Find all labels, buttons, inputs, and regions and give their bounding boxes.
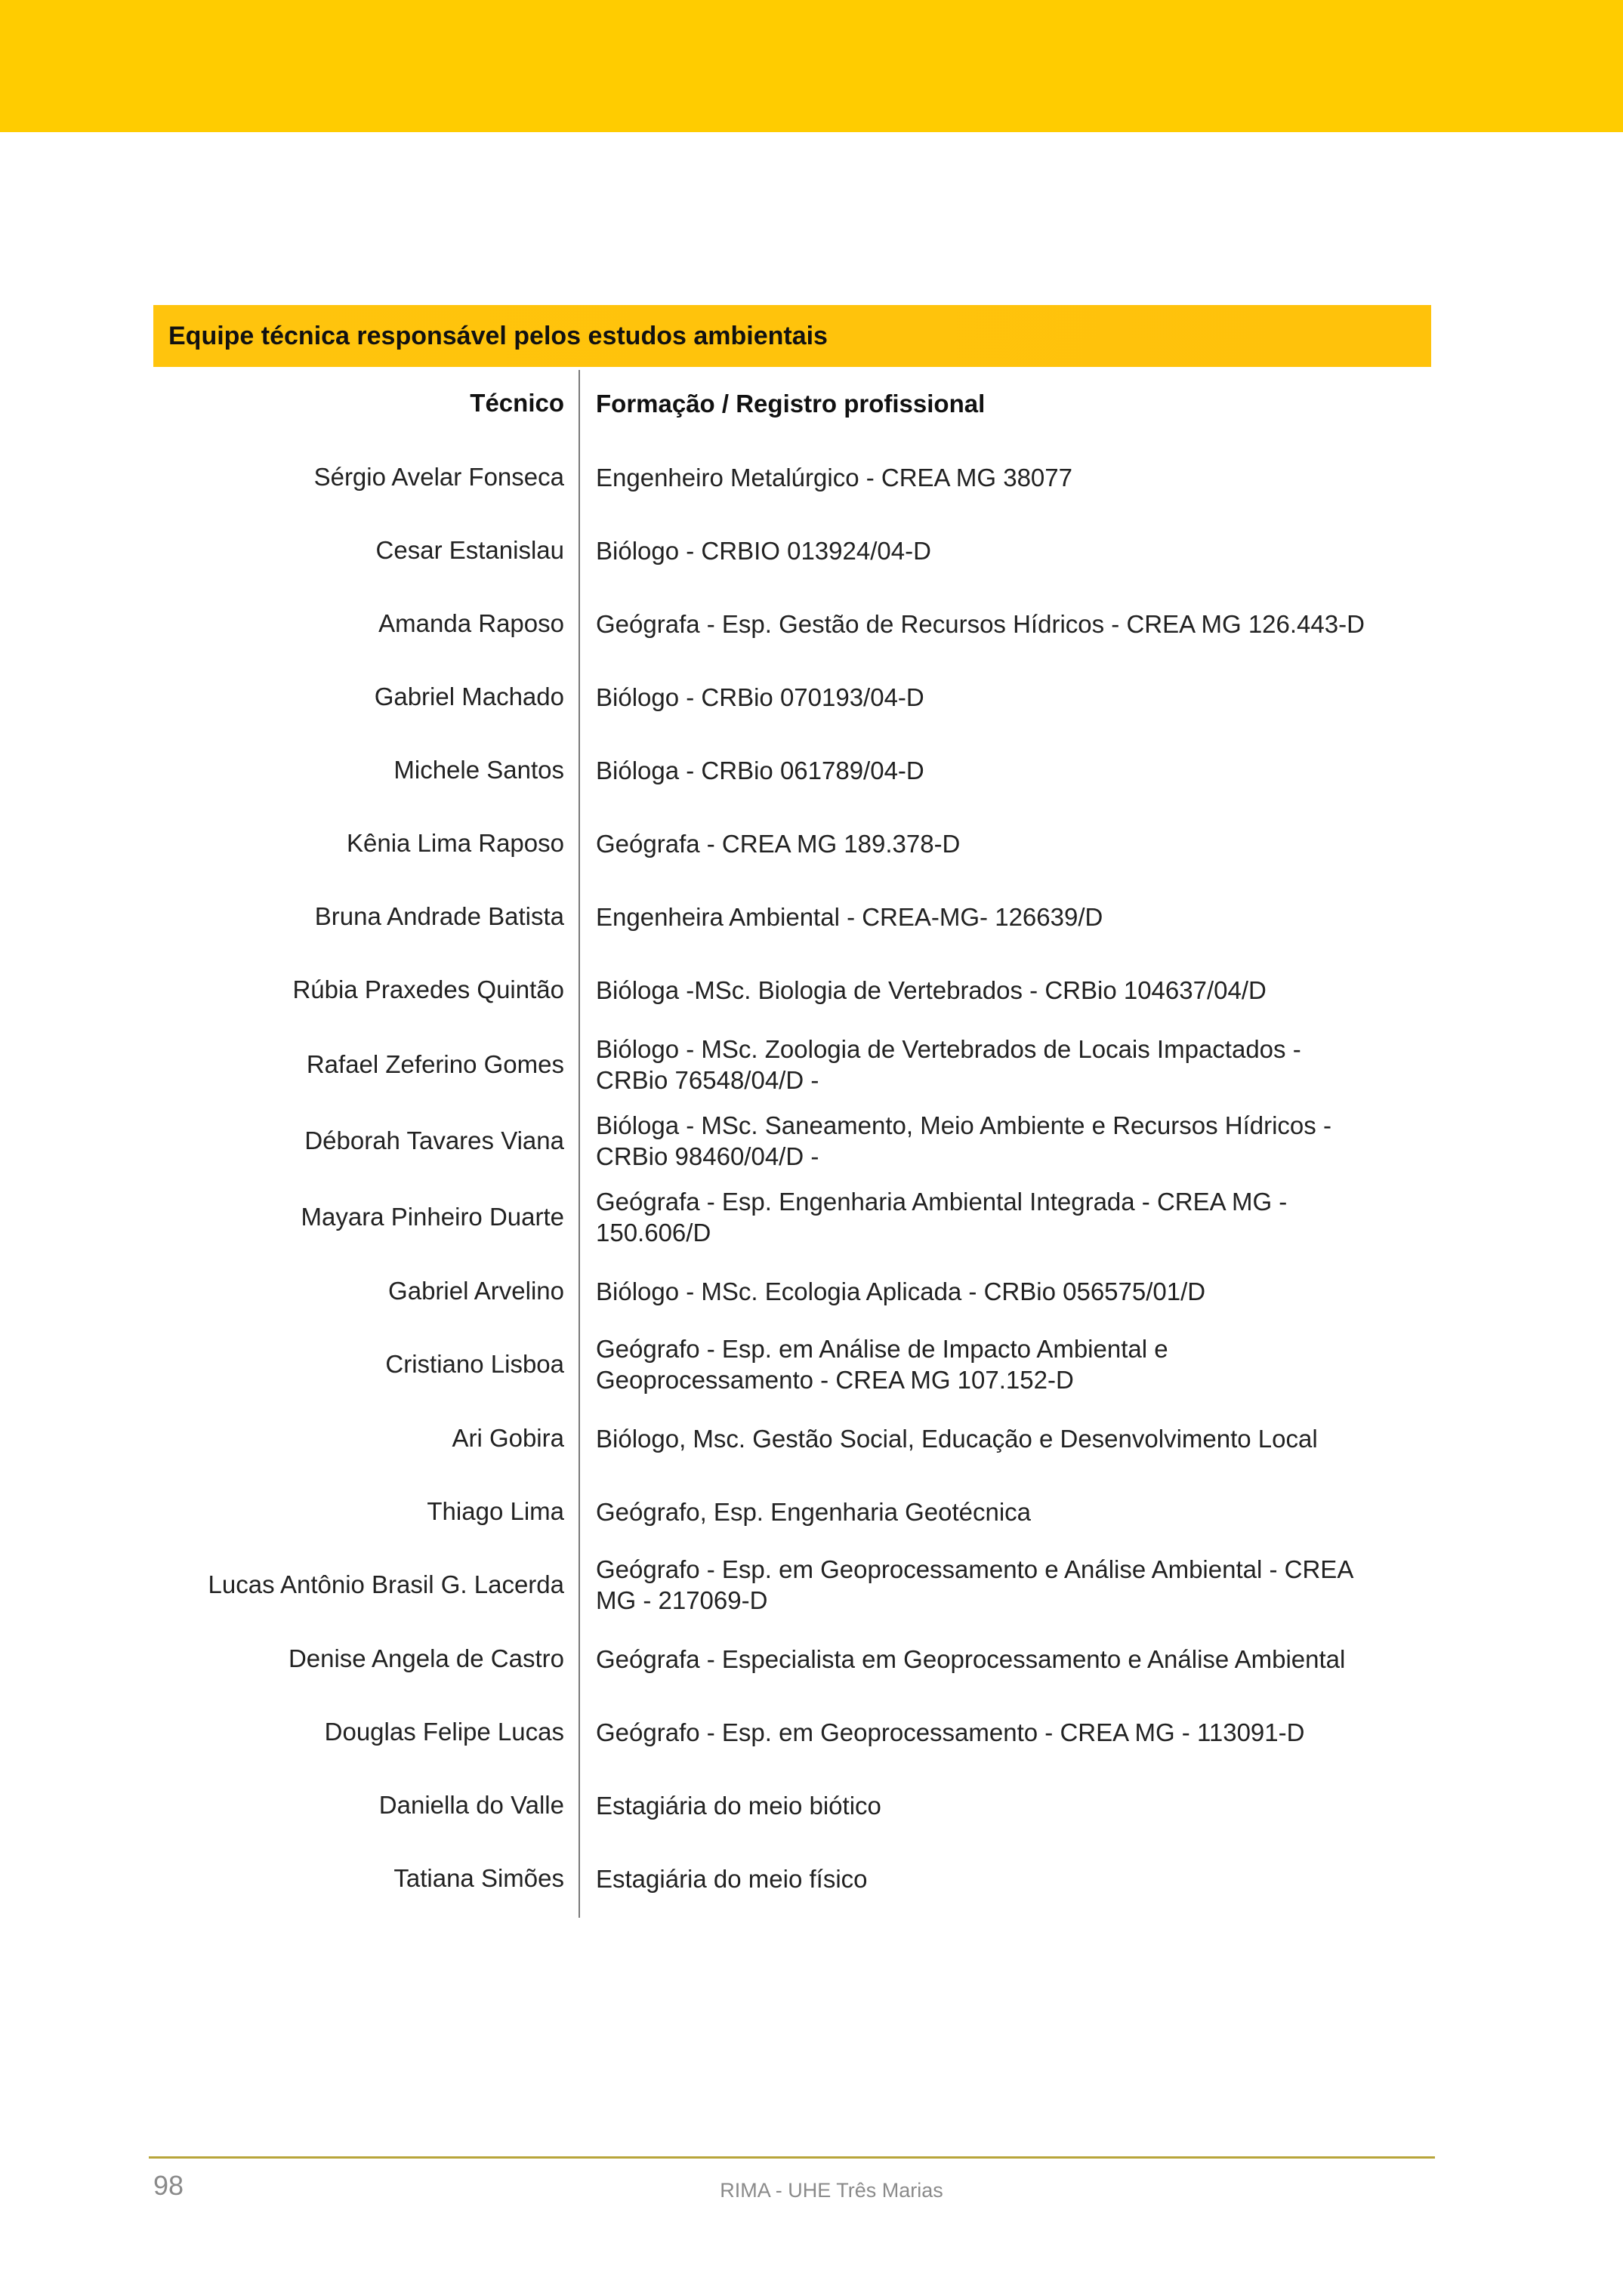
tecnico-name: Amanda Raposo	[378, 609, 564, 637]
formacao-text: Engenheiro Metalúrgico - CREA MG 38077	[596, 463, 1072, 492]
formacao-text: Geógrafa - Esp. Gestão de Recursos Hídricos - CREA MG 126.443-D	[596, 609, 1365, 638]
formacao-text: Biólogo, Msc. Gestão Social, Educação e Desenvolvimento Local	[596, 1424, 1318, 1453]
table-row	[153, 898, 1431, 935]
table-row	[153, 1031, 1431, 1098]
page-number: 98	[153, 2170, 184, 2201]
column-header-tecnico: Técnico	[470, 389, 564, 417]
formacao-line: Geógrafa - Esp. Engenharia Ambiental Integrada - CREA MG -	[596, 1188, 1288, 1216]
tecnico-name: Michele Santos	[393, 756, 564, 784]
table-row	[153, 971, 1431, 1009]
formacao-text	[596, 1110, 1427, 1172]
formacao-text: Biólogo - CRBio 070193/04-D	[596, 683, 924, 711]
formacao-line: CRBio 98460/04/D -	[596, 1142, 819, 1170]
tecnico-name: Denise Angela de Castro	[288, 1644, 564, 1672]
tecnico-name: Bruna Andrade Batista	[314, 902, 564, 930]
tecnico-name: Douglas Felipe Lucas	[324, 1718, 564, 1746]
footer-document-title: RIMA - UHE Três Marias	[720, 2179, 943, 2202]
table-row	[153, 1786, 1431, 1824]
formacao-text	[596, 1554, 1427, 1616]
formacao-text: Bióloga -MSc. Biologia de Vertebrados - CRBio 104637/04/D	[596, 975, 1267, 1004]
table-row	[153, 1331, 1431, 1398]
tecnico-name: Rúbia Praxedes Quintão	[292, 975, 564, 1003]
table-title: Equipe técnica responsável pelos estudos ambientais	[168, 321, 828, 350]
tecnico-name: Cristiano Lisboa	[385, 1350, 564, 1378]
tecnico-name: Ari Gobira	[452, 1424, 564, 1452]
table-row	[153, 1419, 1431, 1457]
column-header-row	[153, 384, 1431, 422]
formacao-text: Geógrafa - CREA MG 189.378-D	[596, 829, 961, 858]
formacao-text: Biólogo - MSc. Ecologia Aplicada - CRBio 056575/01/D	[596, 1277, 1206, 1305]
tecnico-name: Déborah Tavares Viana	[304, 1126, 564, 1154]
formacao-text	[596, 1186, 1427, 1248]
table-row	[153, 532, 1431, 569]
tecnico-name: Daniella do Valle	[378, 1791, 564, 1819]
tecnico-name: Mayara Pinheiro Duarte	[301, 1203, 564, 1231]
table-row	[153, 1640, 1431, 1678]
formacao-text: Estagiária do meio biótico	[596, 1791, 881, 1820]
tecnico-name: Tatiana Simões	[393, 1864, 564, 1892]
footer-rule	[149, 2156, 1435, 2159]
tecnico-name: Thiago Lima	[427, 1497, 564, 1525]
table-row	[153, 824, 1431, 862]
tecnico-name: Gabriel Machado	[374, 683, 564, 710]
table-row	[153, 751, 1431, 789]
table-row	[153, 1713, 1431, 1751]
tecnico-name: Cesar Estanislau	[375, 536, 564, 564]
formacao-line: Geógrafo - Esp. em Análise de Impacto Ambiental e	[596, 1335, 1168, 1363]
formacao-text: Geógrafo - Esp. em Geoprocessamento - CREA MG - 113091-D	[596, 1718, 1305, 1746]
formacao-line: Geoprocessamento - CREA MG 107.152-D	[596, 1366, 1074, 1394]
tecnico-name: Lucas Antônio Brasil G. Lacerda	[208, 1570, 564, 1598]
formacao-line: Bióloga - MSc. Saneamento, Meio Ambiente e Recursos Hídricos -	[596, 1111, 1331, 1139]
formacao-text	[596, 1034, 1427, 1096]
formacao-line: Biólogo - MSc. Zoologia de Vertebrados de Locais Impactados -	[596, 1035, 1301, 1063]
table-row	[153, 1493, 1431, 1530]
table-row	[153, 605, 1431, 643]
table-row	[153, 1184, 1431, 1250]
table-row	[153, 1272, 1431, 1310]
formacao-line: 150.606/D	[596, 1219, 711, 1247]
formacao-text: Bióloga - CRBio 061789/04-D	[596, 756, 924, 784]
formacao-text	[596, 1333, 1427, 1395]
formacao-text: Geógrafa - Especialista em Geoprocessamento e Análise Ambiental	[596, 1644, 1346, 1673]
table-row	[153, 678, 1431, 716]
tecnico-name: Rafael Zeferino Gomes	[306, 1050, 564, 1078]
formacao-text: Estagiária do meio físico	[596, 1864, 868, 1893]
tecnico-name: Gabriel Arvelino	[388, 1277, 564, 1305]
table-row	[153, 1552, 1431, 1618]
table-title-bar	[153, 305, 1431, 367]
formacao-text: Biólogo - CRBIO 013924/04-D	[596, 536, 931, 565]
table-row	[153, 1860, 1431, 1897]
table-row	[153, 1108, 1431, 1174]
table-row	[153, 458, 1431, 496]
tecnico-name: Kênia Lima Raposo	[346, 829, 564, 857]
top-color-band	[0, 0, 1623, 132]
column-header-formacao: Formação / Registro profissional	[596, 389, 986, 418]
formacao-line: CRBio 76548/04/D -	[596, 1066, 819, 1094]
formacao-text: Geógrafo, Esp. Engenharia Geotécnica	[596, 1497, 1032, 1526]
formacao-line: Geógrafo - Esp. em Geoprocessamento e Análise Ambiental - CREA	[596, 1555, 1354, 1583]
formacao-text: Engenheira Ambiental - CREA-MG- 126639/D	[596, 902, 1103, 931]
tecnico-name: Sérgio Avelar Fonseca	[313, 463, 564, 491]
formacao-line: MG - 217069-D	[596, 1586, 768, 1614]
